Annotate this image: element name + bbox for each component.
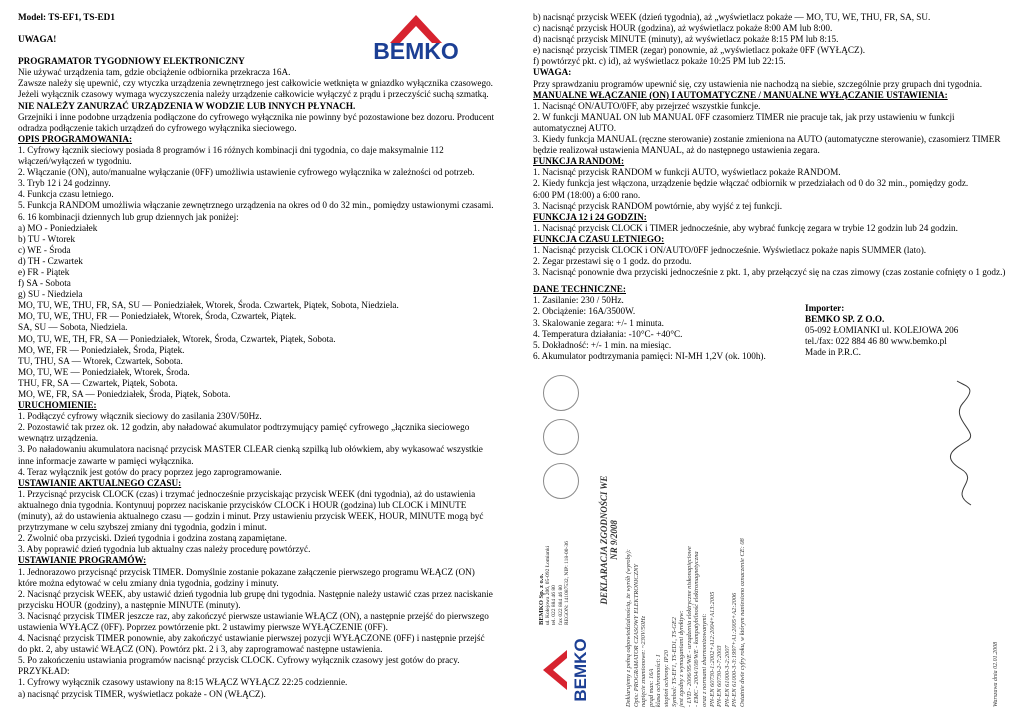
- text-line: aktualnego dnia tygodnia. Kontynuuj poprzez naciskanie przycisków CLOCK i HOUR (godzina) lub CLOCK i MINUTE: [18, 499, 467, 510]
- text-line: 3. Nacisnąć ponownie dwa przyciski jednocześnie z pkt. 1, aby przełączyć się na czas zimowy (czas zostanie cofnięty o 1 godz.): [533, 267, 1006, 278]
- text-line: f) SA - Sobota: [18, 278, 71, 289]
- declaration-line: jest zgodny z wymaganiami dyrektyw:: [678, 610, 686, 707]
- declaration-body: [625, 371, 747, 707]
- text-line: wewnątrz urządzenia.: [18, 433, 99, 444]
- declaration-firm-lines: [545, 515, 570, 625]
- text-line: MO, TU, WE — Poniedziałek, Wtorek, Środa.: [18, 366, 190, 377]
- text-line: d) TH - Czwartek: [18, 255, 83, 266]
- text-line: 5. Po zakończeniu ustawiania programów nacisnąć przycisk CLOCK. Cyfrowy wyłącznik czasowy jest gotów do pracy.: [18, 655, 460, 666]
- text-line: e) FR - Piątek: [18, 266, 70, 277]
- declaration-title-text: DEKLARACJA ZGODNOŚCI WE: [599, 475, 609, 605]
- text-line: 1. Nacisnąć przycisk CLOCK i TIMER jednocześnie, aby wybrać funkcję zegara w trybie 12 godzin lub 24 godzin.: [533, 222, 958, 233]
- signature: [937, 375, 985, 515]
- importer-contact: tel./fax: 022 884 46 80 www.bemko.pl: [805, 336, 947, 347]
- technical-data-item: 6. Akumulator podtrzymania pamięci: NI-MH 1,2V (ok. 100h).: [533, 351, 766, 362]
- declaration-line: - LVD - 2006/95/WE - urządzenia elektryczne niskonapięciowe: [685, 546, 693, 707]
- section-heading: MANUALNE WŁĄCZANIE (ON) I AUTOMATYCZNE / MANUALNE WYŁĄCZANIE USTAWIENIA:: [533, 89, 948, 100]
- text-line: 1. Przycisnąć przycisk CLOCK (czas) i trzymać jednocześnie przyciskając przycisk WEEK (dni tygodnia), aż do ustawienia: [18, 488, 476, 499]
- right-column: [533, 12, 1011, 278]
- section-heading: NIE NALEŻY ZANURZAĆ URZĄDZENIA W WODZIE LUB INNYCH PŁYNACH.: [18, 100, 356, 111]
- text-line: SA, SU — Sobota, Niedziela.: [18, 322, 128, 333]
- section-heading: FUNKCJA CZASU LETNIEGO:: [533, 233, 665, 244]
- declaration-line: stopień ochrony: IP20: [662, 650, 670, 707]
- declaration-firm-line: REGON: 141087532, NIP: 118-00-36: [563, 541, 570, 625]
- text-line: które można edytować w celu zmiany dnia tygodnia, godziny i minuty.: [18, 577, 279, 588]
- text-line: c) nacisnąć przycisk HOUR (godzina), aż wyświetlacz pokaże 8:00 AM lub 8:00.: [533, 23, 833, 34]
- text-line: MO, TU, WE, THU, FR — Poniedziałek, Wtorek, Środa, Czwartek, Piątek.: [18, 311, 297, 322]
- text-line: 3. Aby poprawić dzień tygodnia lub aktualny czas należy procedurę powtórzyć.: [18, 544, 311, 555]
- text-line: 1. Nacisnąć przycisk CLOCK i ON/AUTO/0FF jednocześnie. Wyświetlacz pokaże napis SUMMER (lato).: [533, 244, 927, 255]
- declaration-title: [599, 375, 619, 705]
- text-line: 4. Funkcja czasu letniego.: [18, 189, 114, 200]
- text-line: a) nacisnąć przycisk TIMER, wyświetlacz pokaże - ON (WŁĄCZ).: [18, 688, 266, 699]
- text-line: Nie używać urządzenia tam, gdzie obciążenie odbiornika przekracza 16A.: [18, 67, 291, 78]
- text-line: 6:00 PM (18:00) a 6:00 rano.: [533, 189, 641, 200]
- declaration-number: NR 9/2008: [609, 520, 619, 560]
- text-line: a) MO - Poniedziałek: [18, 222, 98, 233]
- technical-data-item: 1. Zasilanie: 230 / 50Hz.: [533, 295, 624, 306]
- technical-data-list: [533, 295, 766, 362]
- importer-block: [805, 303, 1005, 358]
- declaration-logo-icon: [541, 633, 593, 707]
- text-line: 3. Nacisnąć przycisk TIMER jeszcze raz, aby zakończyć pierwsze ustawianie WŁĄCZ (ON), a następnie przejść do pierwszego: [18, 610, 489, 621]
- text-line: automatycznej AUTO.: [533, 122, 617, 133]
- section-heading: URUCHOMIENIE:: [18, 400, 97, 411]
- importer-address: 05-092 ŁOMIANKI ul. KOLEJOWA 206: [805, 325, 959, 336]
- text-line: 2. Pozostawić tak przez ok. 12 godzin, aby naładować akumulator podtrzymujący pamięć cyfrowego „łącznika sieciowego: [18, 422, 470, 433]
- declaration-of-conformity: [533, 365, 1019, 715]
- text-line: PRZYKŁAD:: [18, 666, 70, 677]
- technical-data-title: DANE TECHNICZNE:: [533, 284, 626, 294]
- declaration-line: PN-EN 60730-1:2002+A12:2004+A13:2005: [708, 591, 716, 707]
- text-line: MO, TU, WE, TH, FR, SA — Poniedziałek, Wtorek, Środa, Czwartek, Piątek, Sobota.: [18, 333, 336, 344]
- declaration-line: klasa ochronności: I: [655, 654, 663, 707]
- certificate-seal-icon: [543, 463, 579, 499]
- text-line: Jeżeli wyłącznik czasowy wymaga wyczyszczenia należy urządzenie całkowicie wyłączyć z prądu i przeczyścić suchą szmatką.: [18, 89, 489, 100]
- text-line: 3. Tryb 12 i 24 godzinny.: [18, 178, 111, 189]
- technical-data-item: 3. Skalowanie zegara: +/- 1 minuta.: [533, 317, 664, 328]
- text-line: 1. Cyfrowy łącznik sieciowy posiada 8 programów i 16 różnych kombinacji dni tygodnia, co daje maksymalnie 112: [18, 144, 444, 155]
- text-line: TU, THU, SA — Wtorek, Czwartek, Sobota.: [18, 355, 183, 366]
- text-line: THU, FR, SA — Czwartek, Piątek, Sobota.: [18, 377, 178, 388]
- text-line: inne informacje zawarte w pamięci wyłącznika.: [18, 455, 194, 466]
- declaration-logo: [541, 633, 593, 707]
- text-line: Grzejniki i inne podobne urządzenia podłączone do cyfrowego wyłącznika nie powinny być pozostawione bez dozoru. Producent: [18, 111, 495, 122]
- signature-icon: [937, 375, 985, 515]
- declaration-firm-line: ul. Kolejowa 206, 05-092 Łomianki: [545, 545, 552, 625]
- section-heading: FUNKCJA RANDOM:: [533, 156, 625, 167]
- declaration-line: Ostatnie dwie cyfry roku, w którym naniesiono oznaczenie CE: 08: [738, 538, 746, 707]
- text-line: 4. Nacisnąć przycisk TIMER ponownie, aby zakończyć ustawianie pierwszej pozycji WYŁĄCZONE (0FF) i następnie przejść: [18, 633, 485, 644]
- bemko-logo: [366, 13, 466, 65]
- section-heading: OPIS PROGRAMOWANIA:: [18, 133, 133, 144]
- section-heading: USTAWIANIE PROGRAMÓW:: [18, 555, 147, 566]
- text-line: MO, WE, FR — Poniedziałek, Środa, Piątek.: [18, 344, 185, 355]
- text-line: d) nacisnąć przycisk MINUTE (minuty), aż wyświetlacz pokaże 8:15 PM lub 8:15.: [533, 34, 839, 45]
- text-line: 1. Podłączyć cyfrowy włącznik sieciowy do zasilania 230V/50Hz.: [18, 411, 262, 422]
- text-line: 1. Nacisnąć ON/AUTO/0FF, aby przejrzeć wszystkie funkcje.: [533, 100, 761, 111]
- text-line: Zawsze należy się upewnić, czy wtyczka urządzenia zewnętrznego jest całkowicie wetknięta w gniazdko wyłącznika czasowego.: [18, 78, 493, 89]
- declaration-line: PN-EN 61000-3-3:1997+A1:2005+A2:2006: [731, 592, 739, 707]
- declaration-line: prąd max: 16A: [647, 668, 655, 707]
- text-line: b) nacisnąć przycisk WEEK (dzień tygodnia), aż „wyświetlacz pokaże — MO, TU, WE, THU, FR, SA, SU.: [533, 12, 931, 22]
- text-line: do pkt. 2, aby ustawić WŁĄCZ (ON). Powtórz pkt. 2 i 3, aby zaprogramować następne ustawienia.: [18, 644, 383, 655]
- svg-text:BEMKO: BEMKO: [373, 38, 459, 64]
- text-line: 6. 16 kombinacji dziennych lub grup dziennych jak poniżej:: [18, 211, 239, 222]
- declaration-firm-name: BEMKO Sp. z o.o.: [538, 573, 545, 625]
- technical-data: [533, 284, 766, 362]
- svg-text:BEMKO: BEMKO: [571, 638, 590, 702]
- importer-name: BEMKO SP. Z O.O.: [805, 314, 885, 325]
- text-line: MO, TU, WE, THU, FR, SA, SU — Poniedziałek, Wtorek, Środa. Czwartek, Piątek, Sobota, Niedziela.: [18, 300, 399, 311]
- text-line: 2. Nacisnąć przycisk WEEK, aby ustawić dzień tygodnia lub grupę dni tygodnia. Następnie należy ustawić czas przez naciskanie: [18, 588, 493, 599]
- text-line: b) TU - Wtorek: [18, 233, 76, 244]
- declaration-place-date: Warszawa dnia 02.01.2008: [993, 641, 999, 707]
- declaration-line: - EMC - 2004/108/WE - kompatybilność elektromagnetyczna: [693, 551, 701, 707]
- text-line: (minuty), aż do ustawienia aktualnego czasu — godzin i minut. Przy ustawieniu przycisk WEEK, HOUR, MINUTE mogą być: [18, 511, 484, 522]
- declaration-line: Symbol: TS-EF1, TS-ED1, TS-GE2: [670, 617, 678, 707]
- text-line: 1. Jednorazowo przycisnąć przycisk TIMER. Domyślnie zostanie pokazane załączenie pierwszego programu WŁĄCZ (ON): [18, 566, 475, 577]
- text-line: 1. Cyfrowy wyłącznik czasowy ustawiony na 8:15 WŁĄCZ WYŁĄCZ 22:25 codziennie.: [18, 677, 348, 688]
- text-line: 2. Zwolnić oba przyciski. Dzień tygodnia i godzina zostaną zapamiętane.: [18, 533, 287, 544]
- section-heading: PROGRAMATOR TYGODNIOWY ELEKTRONICZNY: [18, 56, 245, 67]
- declaration-line: napięcie znamionowe: ~230V/50Hz: [640, 615, 648, 707]
- section-heading: UWAGA!: [18, 34, 57, 45]
- section-heading: USTAWIANIE AKTUALNEGO CZASU:: [18, 477, 182, 488]
- left-column: [18, 12, 495, 700]
- text-line: f) powtórzyć pkt. c) id), aż wyświetlacz pokaże 10:25 PM lub 22:15.: [533, 56, 786, 67]
- text-line: Przy sprawdzaniu programów upewnić się, czy ustawienia nie nachodzą na siebie, szczególnie przy grupach dni tygodnia.: [533, 78, 983, 89]
- text-line: c) WE - Środa: [18, 244, 71, 255]
- text-line: przytrzymane w celu szybszej zmiany dni tygodnia, godzin i minut.: [18, 522, 267, 533]
- section-heading: UWAGA:: [533, 67, 572, 78]
- importer-origin: Made in P.R.C.: [805, 347, 861, 358]
- declaration-line: PN-EN 61000-3-2:2007: [723, 645, 731, 707]
- text-line: ustawienia WYŁĄCZ (0FF). Poprzez powtórzenie pkt. 2 ustawimy pierwsze WYŁĄCZENIE (0FF).: [18, 621, 388, 632]
- text-line: 2. Zegar przestawi się o 1 godz. do przodu.: [533, 256, 692, 267]
- declaration-line: PN-EN 60730-2-7:2003: [716, 645, 724, 707]
- declaration-firm: [539, 515, 570, 625]
- text-line: odradza podłączenie takich urządzeń do cyfrowego wyłącznika sieciowego.: [18, 122, 297, 133]
- text-line: będzie realizował ustawienia MANUAL, aż do następnego ustawienia zegara.: [533, 145, 820, 156]
- text-line: 2. Kiedy funkcja jest włączona, urządzenie będzie włączać odbiornik w przedziałach od 0 do 32 min., pomiędzy godz.: [533, 178, 969, 189]
- declaration-firm-line: fax 022 884 46 80: [557, 584, 564, 625]
- section-heading: FUNKCJA 12 i 24 GODZIN:: [533, 211, 647, 222]
- technical-data-item: 2. Obciążenie: 16A/3500W.: [533, 306, 636, 317]
- text-line: włączeń/wyłączeń w tygodniu.: [18, 156, 132, 167]
- declaration-firm-line: tel. 022 884 46 80: [551, 585, 558, 625]
- text-line: 3. Po naładowaniu akumulatora nacisnąć przycisk MASTER CLEAR cienką szpilką lub ołówkiem, aby wykasować wszystkie: [18, 444, 483, 455]
- text-line: 2. W funkcji MANUAL ON lub MANUAL 0FF czasomierz TIMER nie pracuje tak, jak przy ustawieniu w funkcji: [533, 111, 955, 122]
- certificate-seal-icon: [543, 375, 579, 411]
- text-line: e) nacisnąć przycisk TIMER (zegar) ponownie, aż „wyświetlacz pokaże 0FF (WYŁĄCZ).: [533, 45, 865, 56]
- declaration-line: Deklarujemy z pełną odpowiedzialnością, że wyrób (wyroby):: [625, 549, 632, 707]
- text-line: 2. Włączanie (ON), auto/manualne wyłączanie (0FF) umożliwia ustawienie cyfrowego wyłącznika w zależności od potrzeb.: [18, 167, 475, 178]
- text-line: przycisku HOUR (godziny), a następnie MINUTE (minuty).: [18, 599, 241, 610]
- text-line: 5. Funkcja RANDOM umożliwia włączanie zewnętrznego urządzenia na okres od 0 do 32 min., pomiędzy ustawionymi czasami.: [18, 200, 494, 211]
- text-line: 3. Nacisnąć przycisk RANDOM powtórnie, aby wyjść z tej funkcji.: [533, 200, 783, 211]
- technical-data-item: 4. Temperatura działania: -10°C- +40°C.: [533, 328, 683, 339]
- text-line: 1. Nacisnąć przycisk RANDOM w funkcji AUTO, wyświetlacz pokaże RANDOM.: [533, 167, 841, 178]
- importer-title: Importer:: [805, 303, 845, 313]
- text-line: g) SU - Niedziela: [18, 289, 83, 300]
- declaration-line: Opis: PROGRAMATOR CZASOWY ELEKTRONICZNY: [632, 564, 640, 707]
- text-line: 4. Teraz wyłącznik jest gotów do pracy poprzez jego zaprogramowanie.: [18, 466, 282, 477]
- text-line: 3. Kiedy funkcja MANUAL (ręczne sterowanie) zostanie zmieniona na AUTO (automatyczne sterowanie), czasomierz TIMER: [533, 134, 1001, 145]
- section-heading: Model: TS-EF1, TS-ED1: [18, 12, 115, 22]
- declaration-line: oraz z normami zharmonizowanymi:: [700, 613, 708, 707]
- certificate-seal-icon: [543, 419, 579, 455]
- bemko-logo-icon: [366, 13, 466, 65]
- technical-data-item: 5. Dokładność: +/- 1 min. na miesiąc.: [533, 340, 672, 351]
- certificate-logos: [539, 373, 585, 503]
- text-line: MO, WE, FR, SA — Poniedziałek, Środa, Piątek, Sobota.: [18, 389, 231, 399]
